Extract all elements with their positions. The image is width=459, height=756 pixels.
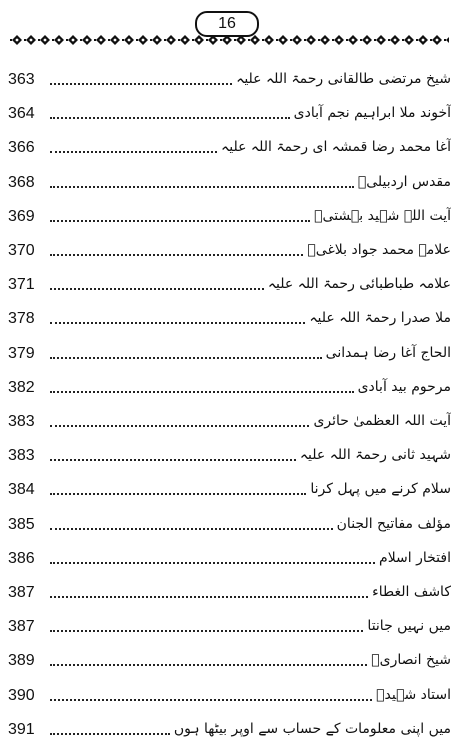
toc-page-number: 387 <box>8 584 35 601</box>
dot-leader <box>50 425 309 427</box>
toc-page-number: 390 <box>8 686 35 704</box>
toc-title: آیت اللہ العظمیٰ حائری <box>313 413 451 429</box>
toc-entry <box>8 366 451 398</box>
dot-leader <box>50 664 367 666</box>
toc-entry <box>8 468 451 500</box>
dot-leader <box>50 391 354 393</box>
toc-page-number: 370 <box>8 242 35 259</box>
toc-title: استاد شہیدؒ <box>376 686 451 703</box>
dot-leader <box>50 630 363 632</box>
page-number: 16 <box>195 11 259 37</box>
toc-entry <box>8 571 451 603</box>
toc-page-number: 363 <box>8 71 35 88</box>
dot-leader <box>50 596 368 598</box>
toc-entry <box>8 92 451 124</box>
toc-page-number: 383 <box>8 447 35 465</box>
toc-title: مقدس اردبیلیؒ <box>357 173 451 190</box>
toc-page-number: 366 <box>8 139 35 157</box>
dot-leader <box>50 733 170 735</box>
toc-page-number: 379 <box>8 344 35 362</box>
toc-entry <box>8 126 451 158</box>
toc-title: علامہ محمد جواد بلاغیؒ <box>307 242 451 258</box>
toc-page-number: 382 <box>8 378 35 396</box>
toc-page-number: 364 <box>8 105 35 123</box>
dot-leader <box>50 493 306 495</box>
dot-leader <box>50 117 290 119</box>
toc-page-number: 386 <box>8 549 35 567</box>
toc-title: علامہ طباطبائی رحمۃ اللہ علیہ <box>267 276 451 293</box>
toc-entry <box>8 434 451 466</box>
dot-leader <box>50 151 217 153</box>
toc-entry <box>8 229 451 261</box>
toc-title: افتخار اسلام <box>379 549 451 566</box>
toc-page-number: 387 <box>8 618 35 636</box>
toc-entry <box>8 332 451 364</box>
toc-entry <box>8 161 451 193</box>
toc-entry <box>8 639 451 671</box>
toc-entry <box>8 674 451 706</box>
toc-title: شیخ مرتضی طالقانی رحمۃ اللہ علیہ <box>236 71 451 87</box>
page-header <box>0 0 459 50</box>
dot-leader <box>50 528 333 530</box>
toc-page-number: 368 <box>8 173 35 191</box>
toc-title: آیت اللہ شہید بہشتیؒ <box>314 207 451 224</box>
toc-entry <box>8 605 451 637</box>
dot-leader <box>50 699 372 701</box>
toc-title: میں اپنی معلومات کے حساب سے اوپر بیٹھا ہوں <box>173 720 451 737</box>
toc-page-number: 371 <box>8 276 35 294</box>
toc-title: مؤلف مفاتیح الجنان <box>336 515 451 532</box>
dot-leader <box>50 186 354 188</box>
toc-page-number: 383 <box>8 413 35 430</box>
dot-leader <box>50 562 375 564</box>
dot-leader <box>50 322 305 324</box>
toc-title: مرحوم بید آبادی <box>357 378 451 395</box>
toc-page-number: 378 <box>8 310 35 328</box>
toc-entry <box>8 263 451 295</box>
toc-title: کاشف الغطاء <box>372 584 451 600</box>
toc-entry <box>8 58 451 90</box>
toc-entry <box>8 297 451 329</box>
dot-leader <box>50 288 264 290</box>
toc-page-number: 369 <box>8 207 35 225</box>
toc-entry <box>8 708 451 740</box>
toc-entry <box>8 537 451 569</box>
dot-leader <box>50 220 310 222</box>
toc-title: سلام کرنے میں پہل کرنا <box>310 481 451 498</box>
toc-title: ملا صدرا رحمۃ اللہ علیہ <box>309 310 451 327</box>
dot-leader <box>50 83 232 85</box>
toc-title: آخوند ملا ابراہیم نجم آبادی <box>293 105 451 122</box>
toc-page-number: 391 <box>8 720 35 738</box>
toc-title: میں نہیں جانتا <box>367 618 451 635</box>
dot-leader <box>50 254 303 256</box>
toc-entry <box>8 400 451 432</box>
toc-page-number: 384 <box>8 481 35 499</box>
toc-title: الحاج آغا رضا ہمدانی <box>325 344 451 361</box>
dot-leader <box>50 459 296 461</box>
toc-title: آغا محمد رضا قمشہ ای رحمۃ اللہ علیہ <box>221 139 451 156</box>
toc-entry <box>8 195 451 227</box>
toc-page-number: 389 <box>8 652 35 670</box>
toc-title: شیخ انصاریؒ <box>371 652 451 669</box>
toc-entry <box>8 503 451 535</box>
toc-title: شہید ثانی رحمۃ اللہ علیہ <box>299 447 451 464</box>
toc-page-number: 385 <box>8 515 35 533</box>
dot-leader <box>50 357 322 359</box>
